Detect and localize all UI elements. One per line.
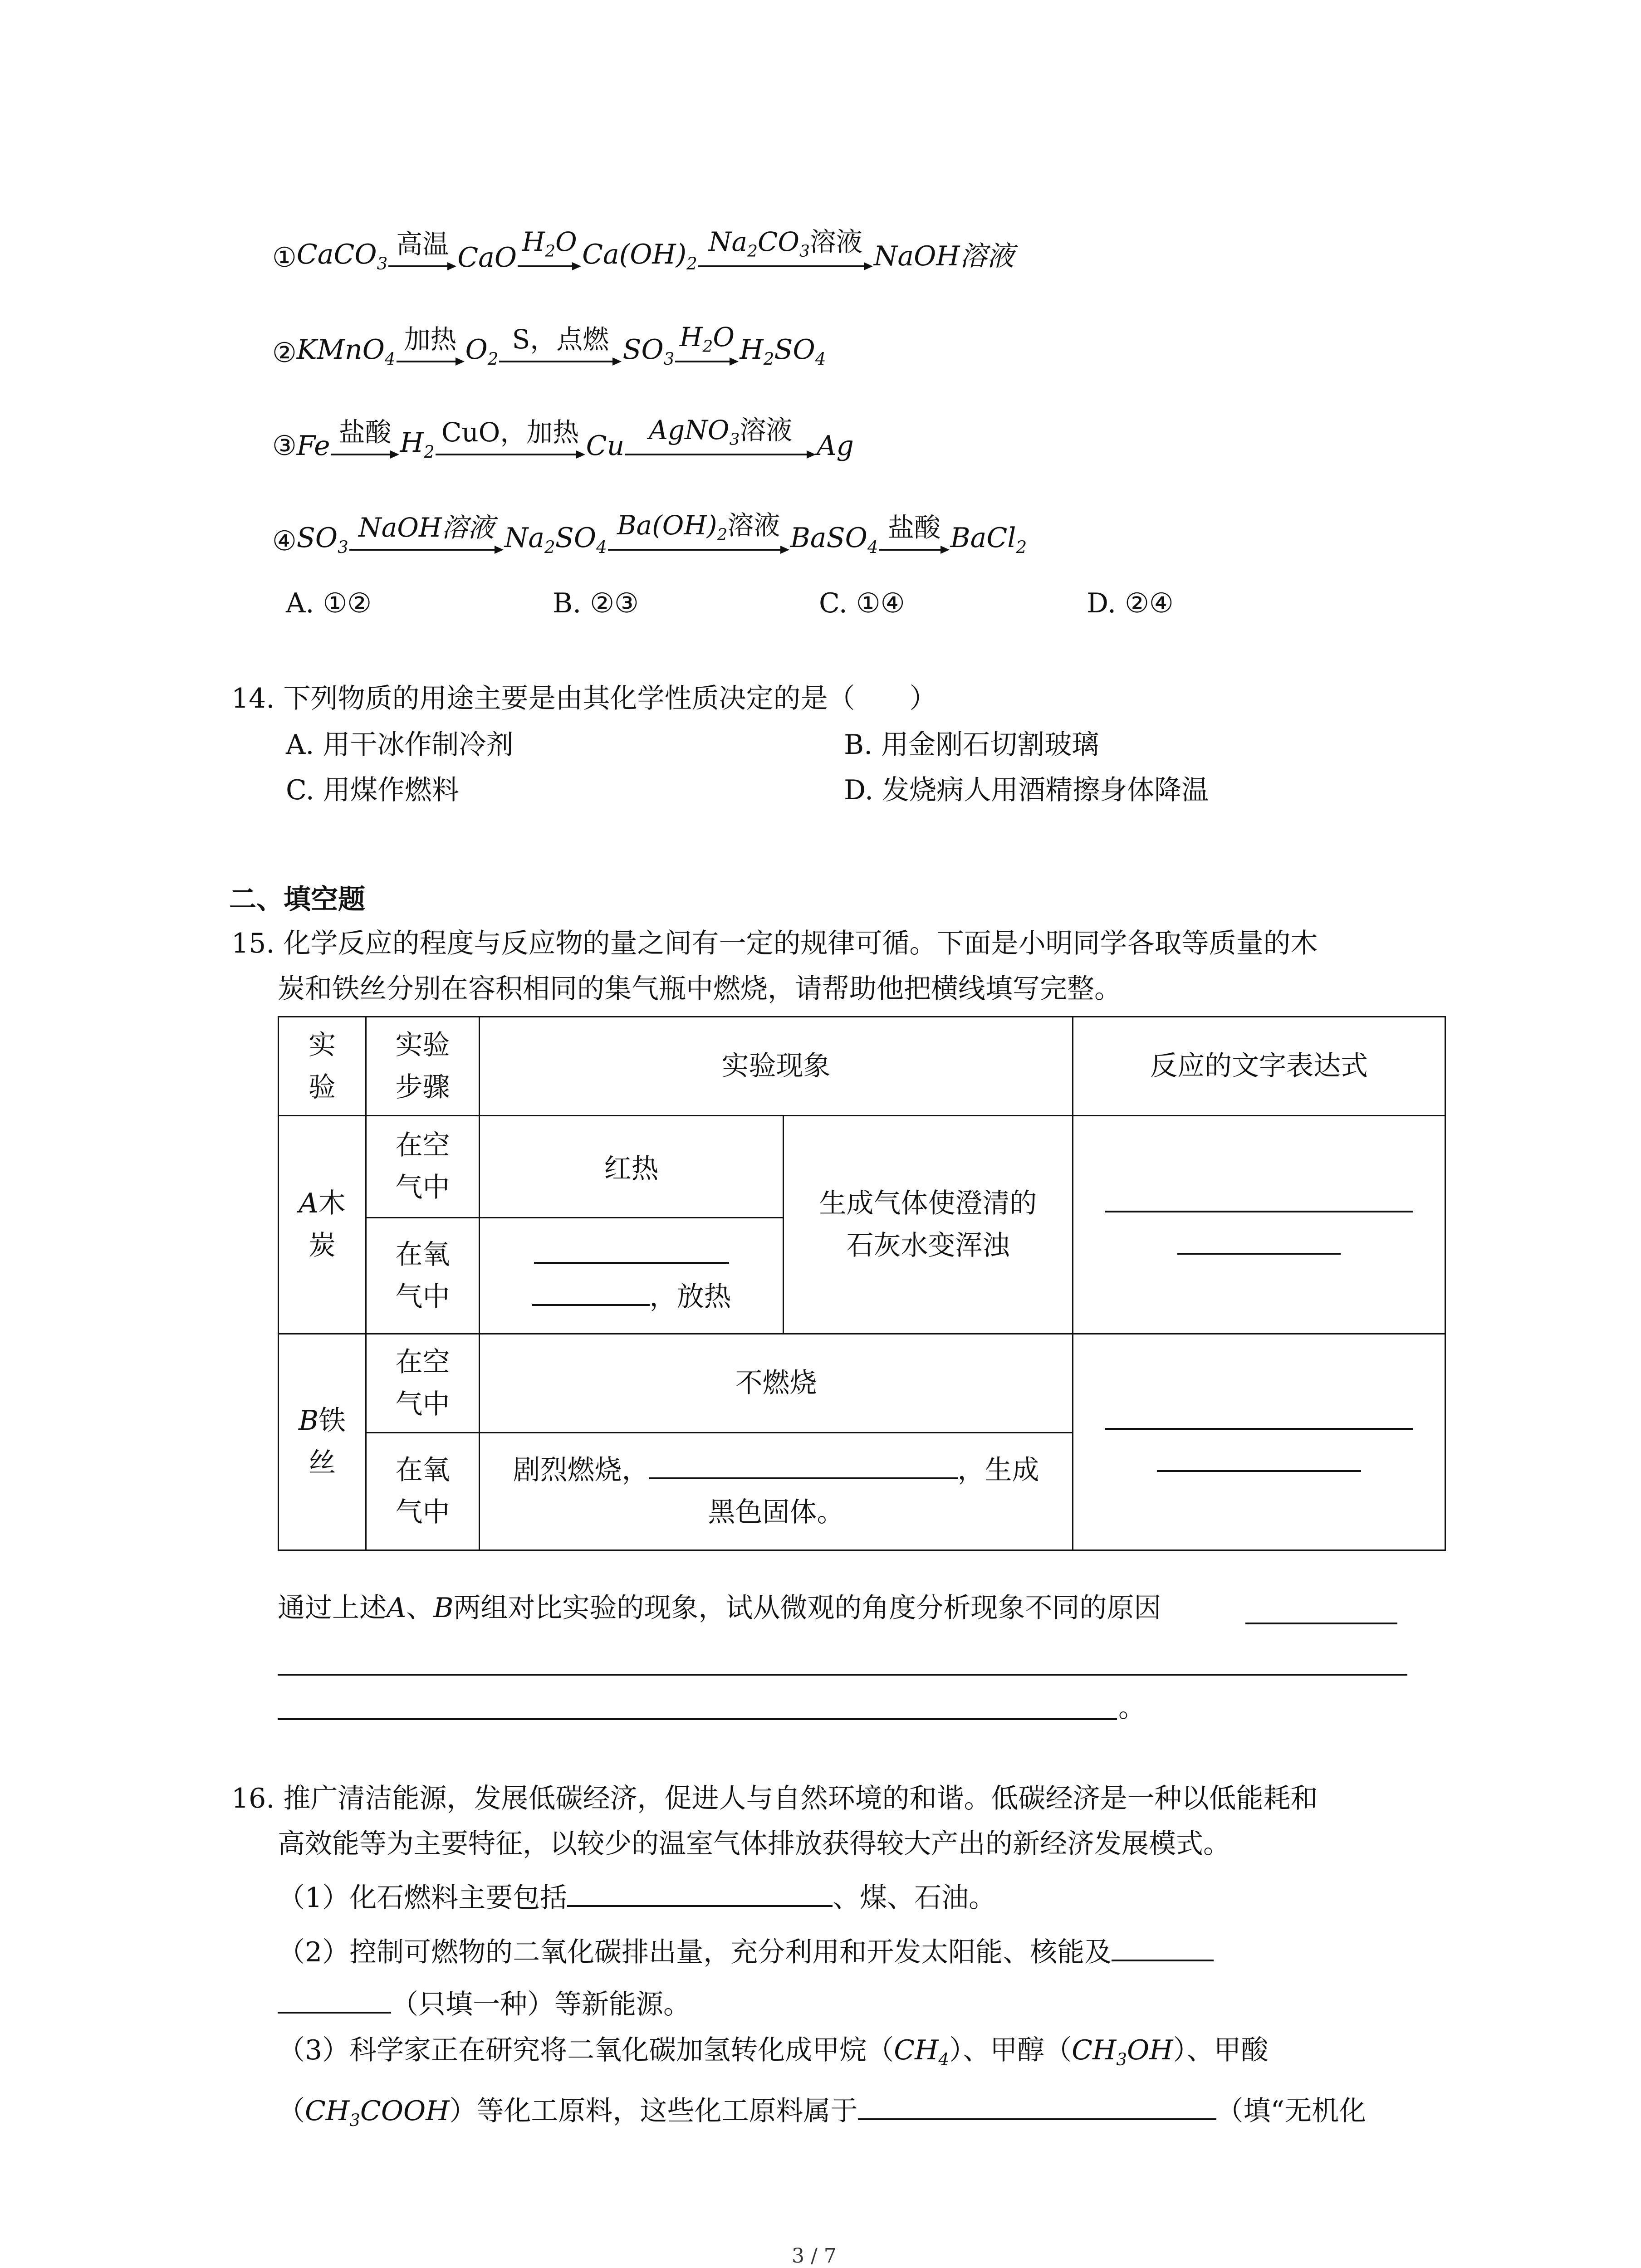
option-a: A. 用干冰作制冷剂: [286, 729, 514, 761]
arrow-condition: NaOH溶液: [358, 512, 495, 543]
phenomenon-red-hot: 红热: [480, 1116, 784, 1218]
arrow-condition: $H_2O$: [522, 226, 577, 261]
step-in-oxygen: 在氧 气中: [366, 1433, 480, 1550]
arrow-condition: 盐酸: [338, 417, 392, 448]
step-in-oxygen: 在氧 气中: [366, 1218, 480, 1334]
equation-a-cell: [1073, 1116, 1445, 1334]
analysis-prompt: 通过上述A、B两组对比实验的现象，试从微观的角度分析现象不同的原因: [278, 1592, 1161, 1624]
chain-species: BaCl$_2$: [950, 522, 1027, 557]
question-15-line-2: 炭和铁丝分别在容积相同的集气瓶中燃烧，请帮助他把横线填写完整。: [278, 973, 1122, 1005]
header-phenomenon: 实验现象: [480, 1017, 1073, 1116]
answer-blank[interactable]: [278, 1984, 391, 2014]
phenomenon-iron-oxygen: 剧烈燃烧， ，生成 黑色固体。: [480, 1433, 1073, 1550]
answer-blank[interactable]: [1112, 1932, 1214, 1961]
group-a-label: A木 炭: [279, 1116, 366, 1334]
option-c: C. ①④: [819, 587, 905, 619]
reaction-arrow: [518, 206, 581, 274]
answer-blank[interactable]: [1157, 1443, 1361, 1472]
answer-blank[interactable]: [278, 1718, 1117, 1720]
option-a: A. ①②: [286, 587, 372, 619]
arrow-condition: $H_2O$: [679, 322, 735, 356]
question-16-part-2-cont: （只填一种）等新能源。: [278, 1984, 691, 2018]
option-d: D. ②④: [1087, 587, 1174, 619]
reaction-chain-1: [272, 206, 1014, 274]
chain-species: CaO: [457, 242, 517, 274]
experiment-table: [278, 1016, 1446, 1551]
reaction-chain-4: [272, 490, 1027, 558]
answer-blank[interactable]: [1105, 1183, 1413, 1212]
group-b-label: B铁 丝: [279, 1334, 366, 1550]
answer-blank[interactable]: [1245, 1623, 1397, 1624]
question-15-line-1: 15. 化学反应的程度与反应物的量之间有一定的规律可循。下面是小明同学各取等质量的木: [231, 928, 1318, 959]
chain-species: NaOH溶液: [873, 240, 1014, 272]
option-b: B. ②③: [553, 587, 639, 619]
chain-species: KMnO$_4$: [296, 333, 396, 369]
chain-species: Ag: [817, 430, 854, 462]
reaction-arrow: [331, 395, 399, 463]
question-16-part-3: （3）科学家正在研究将二氧化碳加氢转化成甲烷$(CH_4)$、甲醇$(CH_3OH)$、甲酸: [278, 2034, 1269, 2070]
arrow-condition: 盐酸: [888, 512, 941, 543]
reaction-arrow: [499, 302, 622, 370]
arrow-condition: CuO，加热: [441, 417, 579, 448]
answer-blank[interactable]: [1105, 1401, 1413, 1430]
arrow-condition: 加热: [404, 324, 457, 355]
phenomenon-co2: 生成气体使澄清的 石灰水变浑浊: [784, 1116, 1073, 1334]
chain-species: $SO_3$: [622, 333, 675, 369]
table-header-row: [279, 1017, 1445, 1116]
answer-blank[interactable]: [534, 1235, 729, 1264]
answer-blank[interactable]: [858, 2091, 1216, 2120]
chain-species: $O_2$: [465, 333, 499, 369]
answer-blank[interactable]: [649, 1450, 958, 1479]
step-in-air: 在空 气中: [366, 1116, 480, 1218]
chain-number: ③: [272, 430, 297, 462]
arrow-condition: $Ba(OH)_2$溶液: [617, 510, 780, 544]
reaction-chain-3: [272, 395, 854, 463]
reaction-arrow: [397, 302, 465, 370]
arrow-condition: S，点燃: [512, 324, 609, 355]
chain-species: Cu: [586, 430, 625, 462]
reaction-arrow: [436, 395, 585, 463]
step-in-air: 在空 气中: [366, 1334, 480, 1433]
question-16-part-1: （1）化石燃料主要包括 、煤、石油。: [278, 1878, 996, 1911]
question-16-part-3-cont: $(CH_3COOH)$等化工原料，这些化工原料属于 （填“无机化: [278, 2091, 1366, 2129]
header-experiment: 实 验: [279, 1017, 366, 1116]
equation-b-cell: [1073, 1334, 1445, 1550]
chain-species: $H_2$: [400, 426, 435, 462]
reaction-arrow: [675, 302, 739, 370]
question-16-line-2: 高效能等为主要特征，以较少的温室气体排放获得较大产出的新经济发展模式。: [278, 1828, 1230, 1860]
reaction-arrow: [608, 490, 789, 558]
chain-number: ①: [272, 242, 297, 274]
reaction-arrow: [388, 206, 456, 274]
table-row: [279, 1334, 1445, 1433]
reaction-chain-2: [272, 302, 826, 370]
answer-blank[interactable]: [532, 1277, 650, 1306]
chain-species: Fe: [296, 430, 330, 462]
chain-number: ④: [272, 525, 297, 557]
answer-blank[interactable]: [278, 1674, 1407, 1676]
chain-species: $H_2SO_4$: [740, 333, 826, 369]
option-d: D. 发烧病人用酒精擦身体降温: [844, 774, 1209, 806]
question-16-part-2: （2）控制可燃物的二氧化碳排出量，充分利用和开发太阳能、核能及: [278, 1932, 1214, 1966]
table-row: [279, 1116, 1445, 1218]
option-b: B. 用金刚石切割玻璃: [844, 729, 1099, 761]
chain-number: ②: [272, 337, 297, 369]
phenomenon-no-burn: 不燃烧: [480, 1334, 1073, 1433]
question-16-line-1: 16. 推广清洁能源，发展低碳经济，促进人与自然环境的和谐。低碳经济是一种以低能耗和: [231, 1783, 1318, 1814]
chain-species: $SO_3$: [296, 522, 348, 557]
header-equation: 反应的文字表达式: [1073, 1017, 1445, 1116]
section-heading: 二、填空题: [229, 884, 365, 915]
chain-species: $Ca(OH)_2$: [582, 238, 697, 274]
phenomenon-oxygen-charcoal: ，放热: [480, 1218, 784, 1334]
page-number: 3 / 7: [792, 2244, 837, 2268]
answer-blank[interactable]: [567, 1878, 833, 1907]
arrow-condition: $Na_2CO_3$溶液: [708, 226, 862, 261]
arrow-condition: AgNO$_3$溶液: [649, 415, 793, 449]
reaction-arrow: [625, 395, 816, 463]
chain-species: CaCO$_3$: [296, 238, 388, 274]
option-c: C. 用煤作燃料: [286, 774, 459, 806]
arrow-condition: 高温: [396, 229, 449, 259]
end-mark: 。: [1118, 1692, 1146, 1724]
question-14-stem: 14. 下列物质的用途主要是由其化学性质决定的是（ ）: [231, 683, 937, 714]
reaction-arrow: [879, 490, 950, 558]
chain-species: $Na_2SO_4$: [504, 522, 607, 557]
reaction-arrow: [698, 206, 873, 274]
header-step: 实验 步骤: [366, 1017, 480, 1116]
answer-blank[interactable]: [1177, 1226, 1341, 1255]
reaction-arrow: [349, 490, 504, 558]
chain-species: BaSO$_4$: [790, 522, 878, 557]
